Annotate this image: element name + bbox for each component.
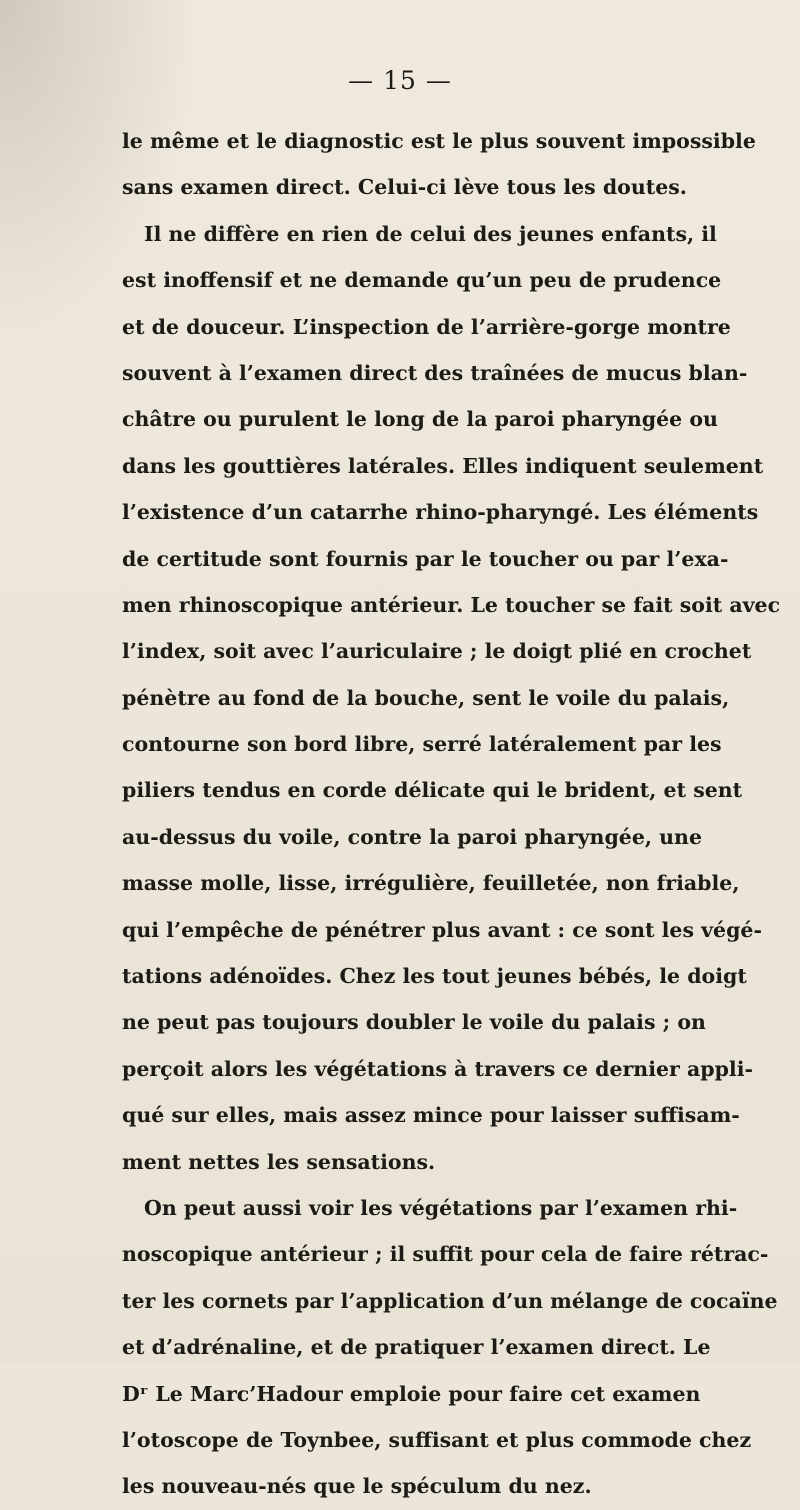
text-line: sans examen direct. Celui-ci lève tous les doutes. [122,175,687,200]
text-line: dans les gouttières latérales. Elles indiquent seulement [122,453,764,478]
text-line: noscopique antérieur ; il suffit pour cela de faire rétrac- [122,1242,769,1267]
text-line: les nouveau-nés que le spéculum du nez. [122,1474,592,1499]
text-line: qui l’empêche de pénétrer plus avant : ce sont les végé- [122,917,762,942]
text-line: ment nettes les sensations. [122,1149,436,1174]
text-line: ter les cornets par l’application d’un mélange de cocaïne [122,1288,778,1313]
text-line: et d’adrénaline, et de pratiquer l’examen direct. Le [122,1335,711,1360]
text-line: souvent à l’examen direct des traînées de mucus blan- [122,360,748,385]
text-line: châtre ou purulent le long de la paroi pharyngée ou [122,407,718,432]
text-line: piliers tendus en corde délicate qui le brident, et sent [122,778,743,803]
text-line: masse molle, lisse, irrégulière, feuilletée, non friable, [122,871,740,896]
body-text [122,118,781,1510]
text-line: pénètre au fond de la bouche, sent le voile du palais, [122,685,730,710]
text-line: qué sur elles, mais assez mince pour laisser suffisam- [122,1103,740,1128]
text-line: de certitude sont fournis par le toucher ou par l’exa- [122,546,729,571]
text-line: tations adénoïdes. Chez les tout jeunes bébés, le doigt [122,964,747,989]
text-line: le même et le diagnostic est le plus souvent impossible [122,129,756,153]
text-line: On peut aussi voir les végétations par l’examen rhi- [144,1195,738,1220]
text-line: Il ne diffère en rien de celui des jeunes enfants, il [144,221,717,246]
text-line: Dʳ Le Marc’Hadour emploie pour faire cet examen [122,1381,701,1406]
text-line: contourne son bord libre, serré latéralement par les [122,732,722,757]
text-line: l’existence d’un catarrhe rhino-pharyngé. Les éléments [122,500,759,525]
page-number: — 15 — [348,66,452,95]
text-line: l’otoscope de Toynbee, suffisant et plus commode chez [122,1427,752,1452]
text-line: ne peut pas toujours doubler le voile du palais ; on [122,1010,706,1035]
text-line: perçoit alors les végétations à travers ce dernier appli- [122,1056,754,1081]
text-line: l’index, soit avec l’auriculaire ; le doigt plié en crochet [122,639,752,664]
text-line: au-dessus du voile, contre la paroi pharyngée, une [122,824,703,849]
text-line: est inoffensif et ne demande qu’un peu de prudence [122,268,722,293]
text-line: et de douceur. L’inspection de l’arrière-gorge montre [122,314,731,339]
text-line: men rhinoscopique antérieur. Le toucher se fait soit avec [122,592,781,617]
